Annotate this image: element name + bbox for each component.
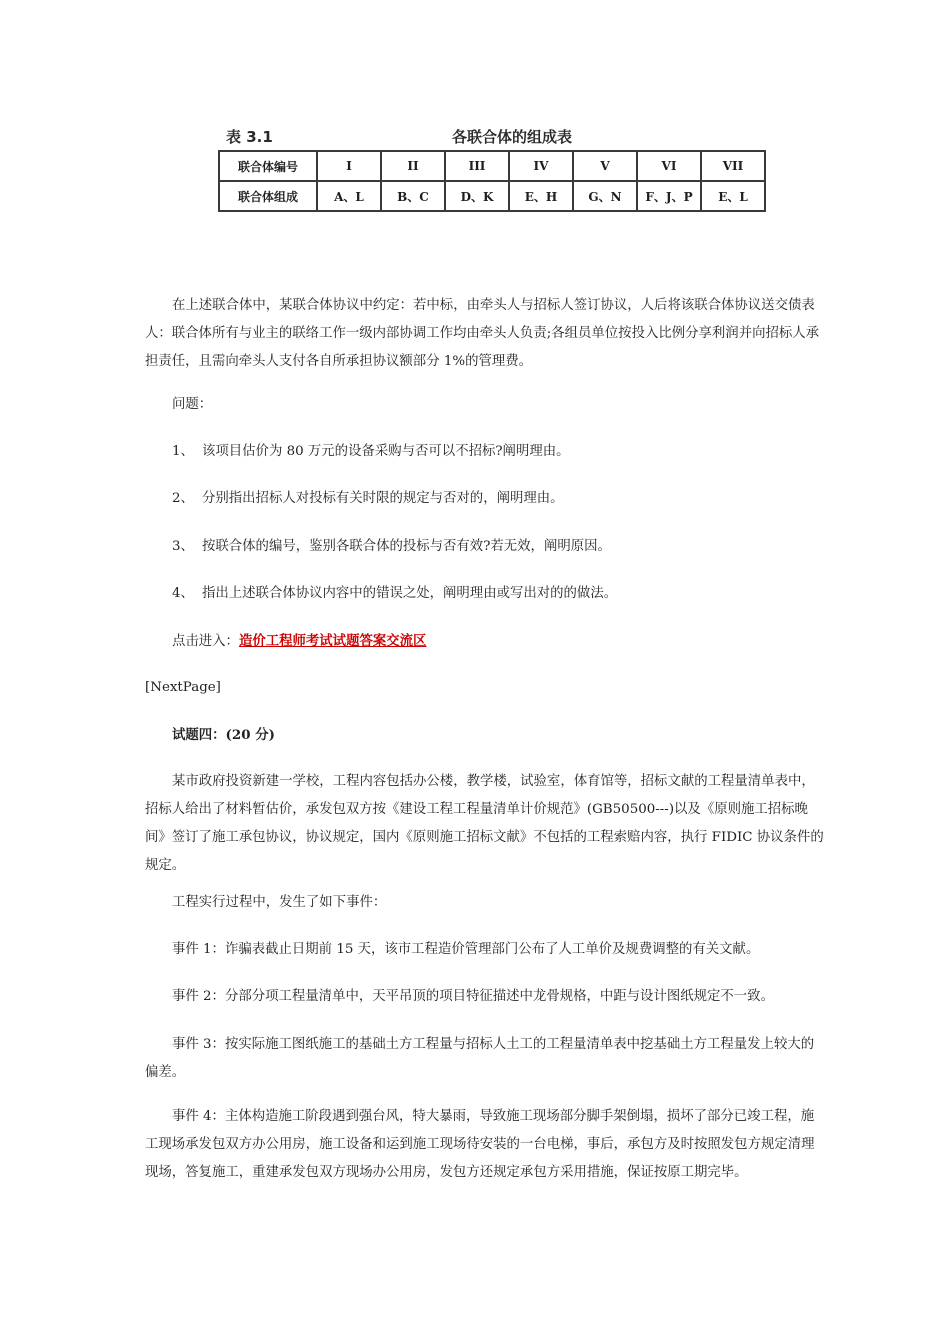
row-label-members: 联合体组成 [219, 181, 317, 211]
table-cell: F、J、P [637, 181, 701, 211]
question-number: 3、 [172, 539, 194, 554]
event-item: 事件 2：分部分项工程量清单中，天平吊顶的项目特征描述中龙骨规格，中距与设计图纸规定不一致。 [172, 989, 774, 1004]
table-cell: A、L [317, 181, 381, 211]
section-title: 试题四：(20 分) [172, 727, 275, 743]
question-item [172, 442, 570, 462]
click-prefix: 点击进入： [172, 634, 239, 649]
table-title: 各联合体的组成表 [452, 128, 573, 146]
paragraph-events-intro: 工程实行过程中，发生了如下事件： [172, 895, 387, 910]
question-item [172, 537, 611, 557]
paragraph-project: 某市政府投资新建一学校，工程内容包括办公楼，教学楼，试验室，体育馆等，招标文献的工程量清单表中，招标人给出了材料暂估价，承发包双方按《建设工程工程量清单计价规范》(GB50500---)以及《原则施工招标晚间》签订了施工承包协议，协议规定，国内《原则施工招标文献》不包括的工程索赔内容，执行 FIDIC 协议条件的规定。 [145, 774, 824, 873]
question-text: 该项目估价为 80 万元的设备采购与否可以不招标?阐明理由。 [202, 444, 570, 459]
table-cell: G、N [573, 181, 637, 211]
question-text: 指出上述联合体协议内容中的错误之处，阐明理由或写出对的的做法。 [202, 586, 618, 601]
question-number: 2、 [172, 491, 194, 506]
table-row [219, 151, 765, 181]
table-cell: VI [637, 151, 701, 181]
table-cell: E、L [701, 181, 765, 211]
next-page-marker: [NextPage] [145, 680, 221, 695]
click-line [172, 631, 426, 652]
composition-table-figure [218, 120, 770, 220]
table-cell: III [445, 151, 509, 181]
table-cell: D、K [445, 181, 509, 211]
table-caption [222, 124, 770, 150]
table-cell: IV [509, 151, 573, 181]
question-number: 1、 [172, 444, 194, 459]
event-item: 事件 1：诈骗表截止日期前 15 天，该市工程造价管理部门公布了人工单价及规费调整的有关文献。 [172, 942, 760, 957]
event-item: 事件 4：主体构造施工阶段遇到强台风，特大暴雨，导致施工现场部分脚手架倒塌，损坏了部分已竣工程，施工现场承发包双方办公用房，施工设备和运到施工现场待安装的一台电梯，事后，承包方及时按照发包方规定清理现场，答复施工，重建承发包双方现场办公用房，发包方还规定承包方采用措施，保证按原工期完毕。 [145, 1109, 815, 1180]
questions-label: 问题： [172, 397, 213, 412]
question-item [172, 489, 564, 509]
event-item: 事件 3：按实际施工图纸施工的基础土方工程量与招标人土工的工程量清单表中挖基础土方工程量发上较大的偏差。 [145, 1037, 815, 1080]
question-text: 按联合体的编号，鉴别各联合体的投标与否有效?若无效，阐明原因。 [202, 539, 611, 554]
table-cell: II [381, 151, 445, 181]
table-cell: V [573, 151, 637, 181]
table-row [219, 181, 765, 211]
composition-table [218, 150, 766, 212]
table-cell: E、H [509, 181, 573, 211]
forum-link[interactable]: 造价工程师考试试题答案交流区 [238, 633, 427, 649]
row-label-id: 联合体编号 [219, 151, 317, 181]
question-number: 4、 [172, 586, 194, 601]
table-cell: VII [701, 151, 765, 181]
table-cell: I [317, 151, 381, 181]
question-item [172, 584, 617, 604]
table-cell: B、C [381, 181, 445, 211]
table-number: 表 3.1 [226, 128, 273, 146]
question-text: 分别指出招标人对投标有关时限的规定与否对的，阐明理由。 [202, 491, 564, 506]
paragraph-agreement: 在上述联合体中，某联合体协议中约定：若中标，由牵头人与招标人签订协议，人后将该联合体协议送交债表人：联合体所有与业主的联络工作一级内部协调工作均由牵头人负责;各组员单位按投入比例分享利润并向招标人承担责任，且需向牵头人支付各自所承担协议额部分 1%的管理费。 [145, 298, 820, 369]
